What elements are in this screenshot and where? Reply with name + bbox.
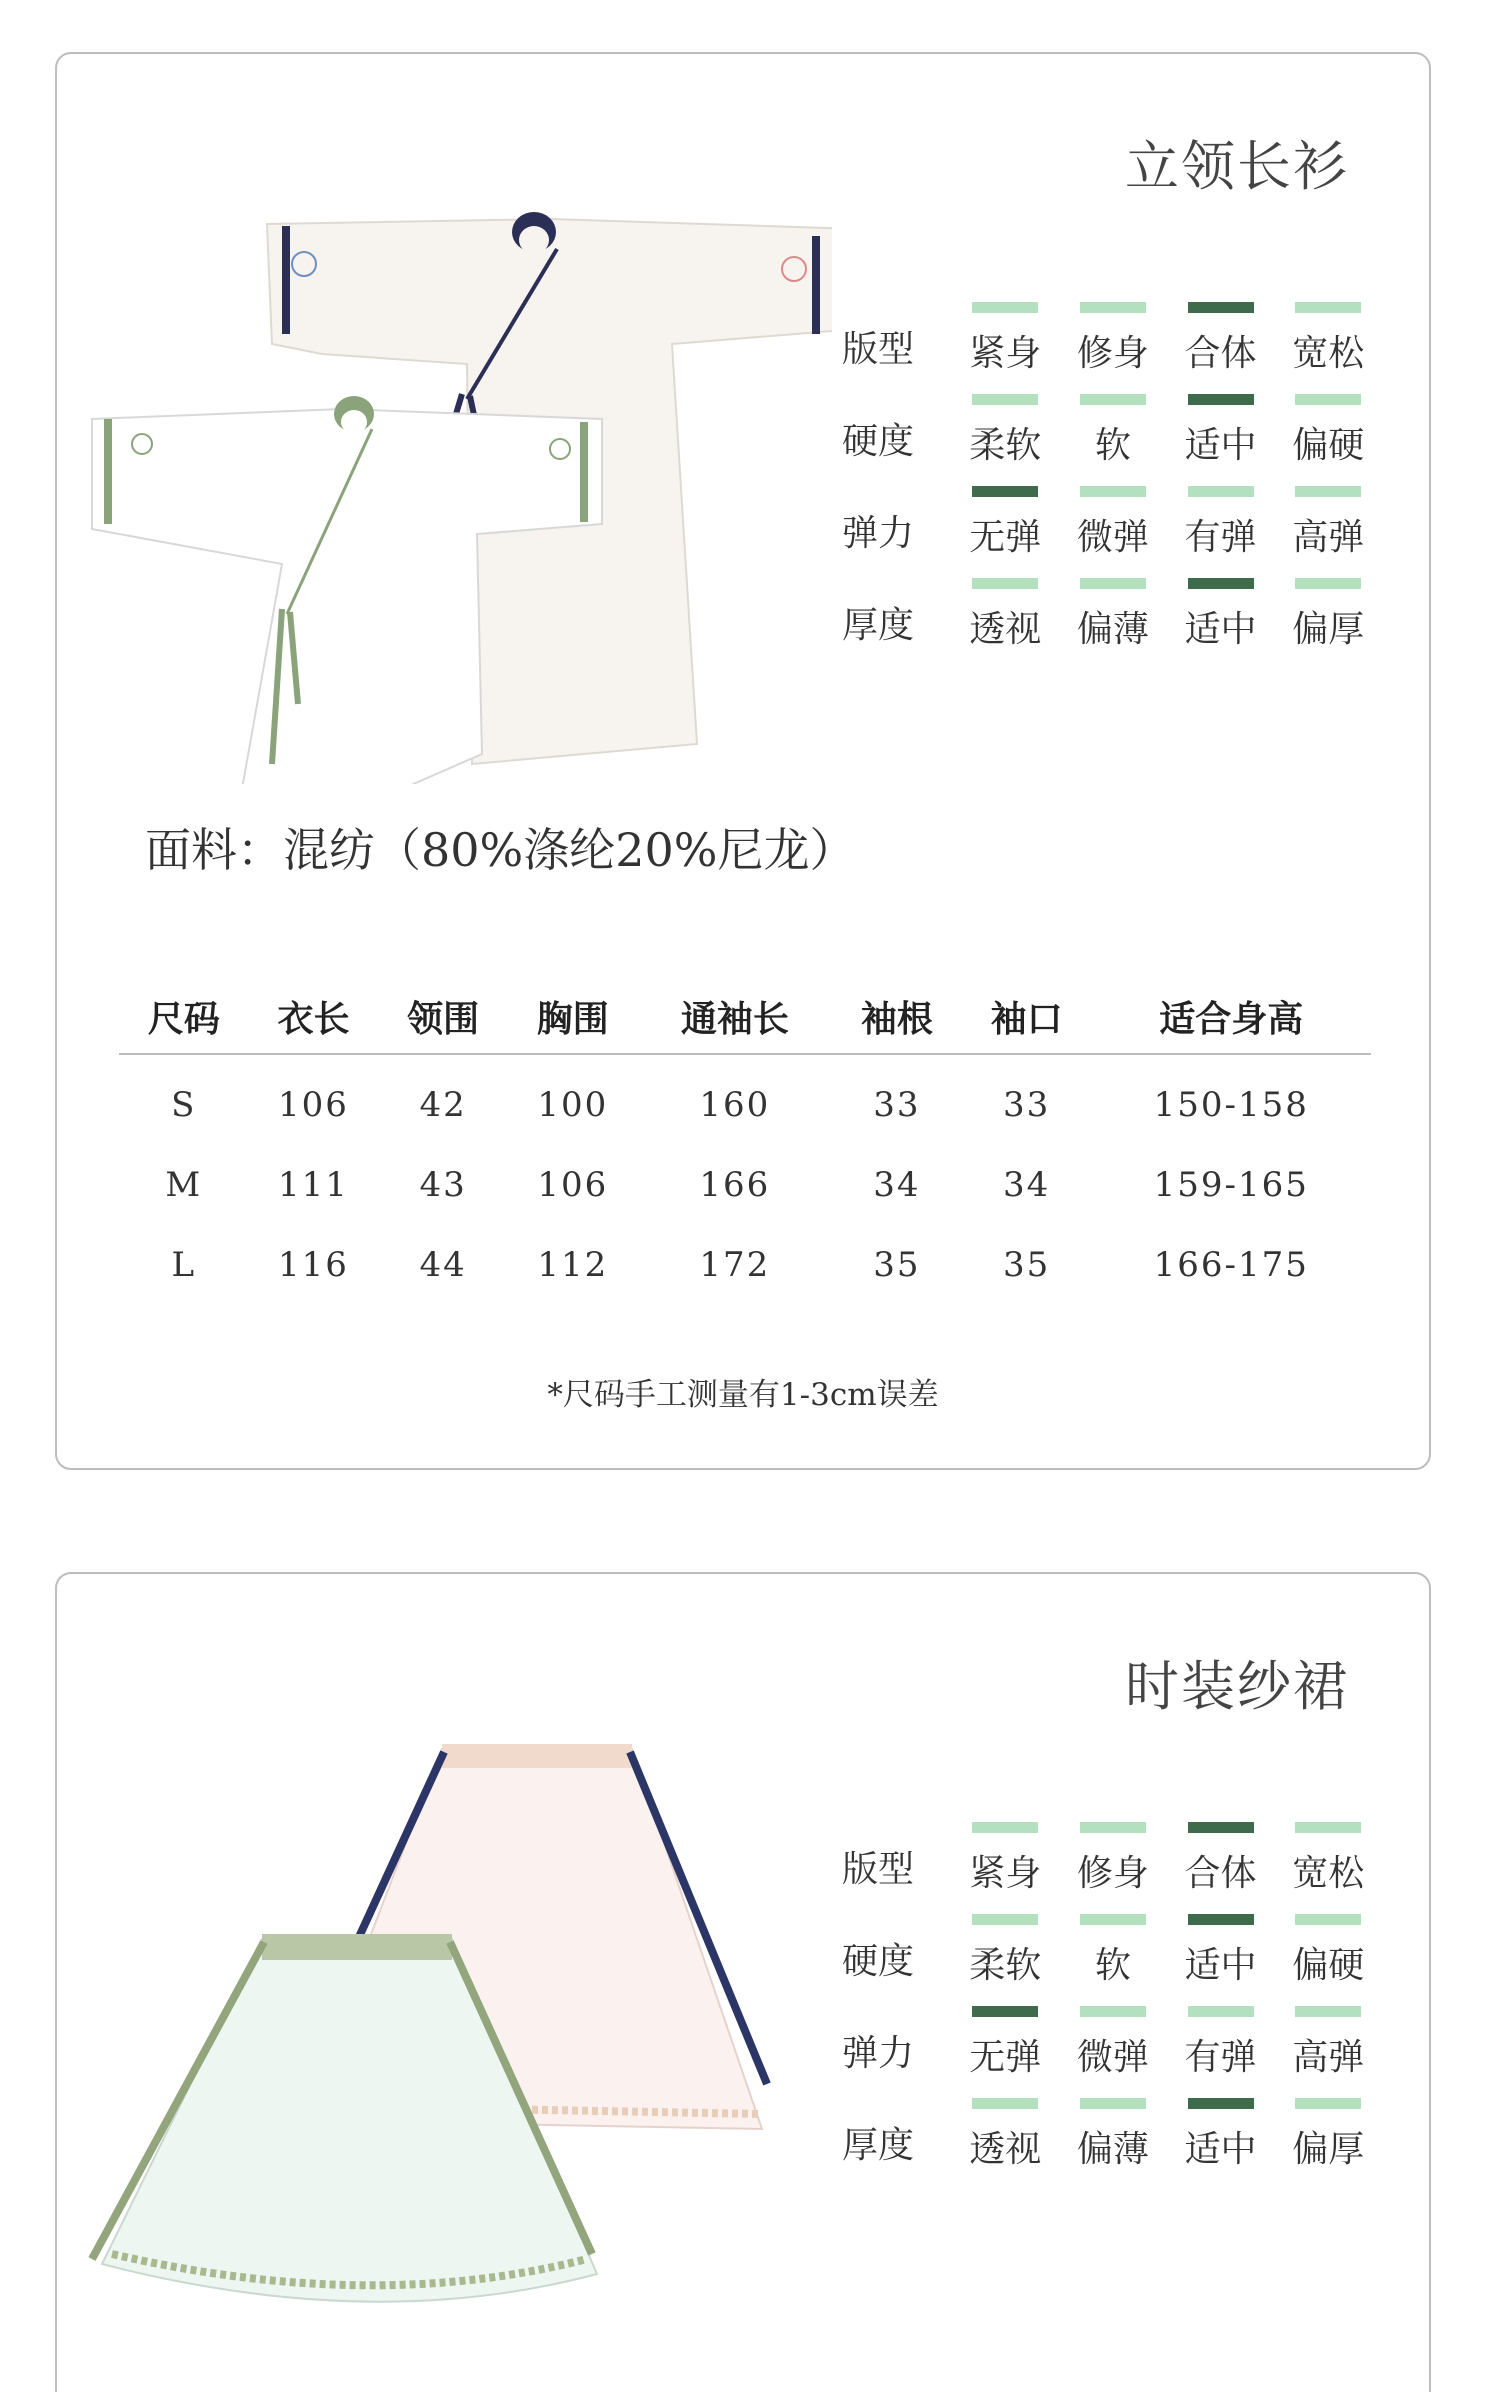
table-cell: 172 — [699, 1245, 771, 1285]
attribute-option — [1274, 2098, 1382, 2172]
attribute-option-label: 适中 — [1184, 609, 1257, 650]
attribute-bar — [1080, 578, 1146, 589]
attribute-option — [1274, 302, 1382, 376]
attribute-option — [1059, 1914, 1167, 1988]
size-table-header: 袖根 — [832, 979, 962, 1054]
size-table-header-row — [119, 979, 1371, 1054]
attribute-option — [951, 1822, 1059, 1896]
measurement-note: *尺码手工测量有1-3cm误差 — [547, 1377, 939, 1413]
attribute-row — [782, 284, 1382, 376]
attribute-option — [1274, 486, 1382, 560]
table-cell: 106 — [278, 1085, 349, 1125]
attribute-option — [1167, 1914, 1275, 1988]
table-cell: 160 — [699, 1085, 771, 1125]
attribute-option-label: 高弹 — [1292, 517, 1365, 558]
attribute-bar-selected — [1188, 1914, 1254, 1925]
fabric-composition: 面料：混纺（80%涤纶20%尼龙） — [145, 823, 856, 877]
attribute-option — [1059, 2098, 1167, 2172]
attribute-name: 硬度 — [842, 421, 915, 462]
attribute-option — [1059, 394, 1167, 468]
attribute-option-label: 修身 — [1076, 333, 1149, 374]
attribute-option — [1167, 394, 1275, 468]
size-table-header: 袖口 — [962, 979, 1092, 1054]
table-row — [119, 1225, 1371, 1305]
size-table-header: 领围 — [378, 979, 508, 1054]
attribute-option — [1167, 1822, 1275, 1896]
attribute-bar — [1080, 1914, 1146, 1925]
attribute-option-label: 透视 — [969, 2129, 1042, 2170]
skirt-product-image — [72, 1654, 792, 2354]
attribute-option-label: 偏薄 — [1076, 2129, 1149, 2170]
attribute-option — [1274, 394, 1382, 468]
attribute-option — [1167, 2006, 1275, 2080]
attribute-bar-selected — [972, 2006, 1038, 2017]
attribute-option — [1059, 2006, 1167, 2080]
attribute-bar — [1295, 302, 1361, 313]
attribute-option-label: 宽松 — [1292, 1853, 1365, 1894]
attribute-bar — [972, 578, 1038, 589]
attribute-option — [1167, 486, 1275, 560]
table-cell: L — [171, 1245, 197, 1285]
attribute-grid — [782, 284, 1382, 652]
attribute-bar — [1080, 302, 1146, 313]
attribute-row — [782, 468, 1382, 560]
attribute-bar — [1295, 2006, 1361, 2017]
attribute-option — [951, 2006, 1059, 2080]
table-cell: 150-158 — [1153, 1085, 1309, 1125]
attribute-name: 厚度 — [842, 605, 915, 646]
table-cell: 35 — [873, 1245, 921, 1285]
attribute-option-label: 柔软 — [969, 425, 1042, 466]
attribute-option-label: 偏厚 — [1292, 2129, 1365, 2170]
table-cell: 33 — [873, 1085, 921, 1125]
attribute-bar — [972, 2098, 1038, 2109]
table-cell: 100 — [537, 1085, 609, 1125]
attribute-option — [1274, 2006, 1382, 2080]
attribute-option — [1167, 2098, 1275, 2172]
attribute-bar — [972, 302, 1038, 313]
attribute-option — [951, 2098, 1059, 2172]
attribute-option — [1059, 486, 1167, 560]
attribute-option-label: 合体 — [1184, 333, 1257, 374]
attribute-bar-selected — [1188, 2098, 1254, 2109]
attribute-option — [951, 578, 1059, 652]
attribute-bar — [1080, 394, 1146, 405]
table-cell: 106 — [537, 1165, 609, 1205]
table-cell: 112 — [537, 1245, 609, 1285]
table-cell: 44 — [419, 1245, 467, 1285]
attribute-option-label: 有弹 — [1184, 517, 1257, 558]
attribute-bar-selected — [1188, 578, 1254, 589]
table-cell: 35 — [1002, 1245, 1051, 1285]
attribute-bar — [1080, 2098, 1146, 2109]
attribute-option-label: 适中 — [1184, 1945, 1257, 1986]
attribute-option-label: 无弹 — [969, 517, 1042, 558]
attribute-option-label: 偏硬 — [1292, 425, 1365, 466]
attribute-name: 版型 — [842, 329, 915, 370]
attribute-bar — [1295, 578, 1361, 589]
attribute-option-label: 微弹 — [1076, 2037, 1149, 2078]
attribute-row — [782, 2080, 1382, 2172]
attribute-bar — [1295, 394, 1361, 405]
attribute-option-label: 高弹 — [1292, 2037, 1365, 2078]
attribute-name: 弹力 — [842, 2033, 915, 2074]
attribute-name: 版型 — [842, 1849, 915, 1890]
attribute-bar — [1295, 1914, 1361, 1925]
attribute-option — [1274, 578, 1382, 652]
table-cell: 166 — [699, 1165, 771, 1205]
attribute-bar — [1188, 486, 1254, 497]
attribute-bar-selected — [1188, 1822, 1254, 1833]
attribute-option — [1274, 1914, 1382, 1988]
attribute-grid — [782, 1804, 1382, 2172]
size-table-header: 适合身高 — [1091, 979, 1371, 1054]
attribute-option-label: 软 — [1094, 425, 1131, 466]
attribute-bar — [1295, 1822, 1361, 1833]
attribute-name: 厚度 — [842, 2125, 915, 2166]
attribute-option-label: 软 — [1094, 1945, 1131, 1986]
attribute-option-label: 合体 — [1184, 1853, 1257, 1894]
attribute-option-label: 偏硬 — [1292, 1945, 1365, 1986]
attribute-option-label: 偏薄 — [1076, 609, 1149, 650]
table-cell: 34 — [873, 1165, 921, 1205]
attribute-option — [1059, 578, 1167, 652]
attribute-option-label: 紧身 — [969, 1853, 1042, 1894]
attribute-option-label: 柔软 — [969, 1945, 1042, 1986]
attribute-bar — [972, 1822, 1038, 1833]
product-title: 时装纱裙 — [1125, 1655, 1349, 1718]
attribute-option-label: 微弹 — [1076, 517, 1149, 558]
attribute-bar — [1080, 2006, 1146, 2017]
attribute-option — [1274, 1822, 1382, 1896]
attribute-row — [782, 1804, 1382, 1896]
attribute-name: 硬度 — [842, 1941, 915, 1982]
table-cell: 111 — [278, 1165, 349, 1205]
attribute-option — [951, 486, 1059, 560]
attribute-row — [782, 560, 1382, 652]
attribute-option-label: 适中 — [1184, 2129, 1257, 2170]
attribute-option — [1059, 302, 1167, 376]
attribute-bar — [1188, 2006, 1254, 2017]
attribute-option — [951, 1914, 1059, 1988]
size-table-header: 衣长 — [249, 979, 379, 1054]
attribute-option-label: 修身 — [1076, 1853, 1149, 1894]
table-cell: 33 — [1002, 1085, 1051, 1125]
shirt-product-image — [72, 144, 832, 784]
attribute-bar — [972, 1914, 1038, 1925]
attribute-option — [951, 302, 1059, 376]
product-title: 立领长衫 — [1125, 135, 1349, 198]
size-table — [119, 979, 1371, 1305]
table-row — [119, 1145, 1371, 1225]
attribute-option — [951, 394, 1059, 468]
attribute-bar — [1295, 486, 1361, 497]
table-cell: 116 — [278, 1245, 349, 1285]
size-table-body — [119, 1054, 1371, 1305]
table-cell: 43 — [419, 1165, 467, 1205]
table-cell: 159-165 — [1153, 1165, 1309, 1205]
attribute-bar — [1080, 486, 1146, 497]
size-table-header: 通袖长 — [638, 979, 832, 1054]
attribute-bar — [1295, 2098, 1361, 2109]
attribute-bar — [972, 394, 1038, 405]
attribute-bar — [1080, 1822, 1146, 1833]
attribute-option — [1167, 302, 1275, 376]
attribute-bar-selected — [972, 486, 1038, 497]
table-cell: 42 — [419, 1085, 467, 1125]
product-card-skirt — [55, 1572, 1431, 2392]
attribute-bar-selected — [1188, 394, 1254, 405]
attribute-option-label: 适中 — [1184, 425, 1257, 466]
attribute-row — [782, 376, 1382, 468]
table-cell: M — [165, 1165, 203, 1205]
size-table-header: 胸围 — [508, 979, 638, 1054]
table-cell: 34 — [1002, 1165, 1051, 1205]
attribute-option — [1167, 578, 1275, 652]
table-cell: 166-175 — [1153, 1245, 1309, 1285]
size-table-header: 尺码 — [119, 979, 249, 1054]
attribute-name: 弹力 — [842, 513, 915, 554]
product-card-shirt — [55, 52, 1431, 1470]
attribute-option-label: 紧身 — [969, 333, 1042, 374]
attribute-option-label: 有弹 — [1184, 2037, 1257, 2078]
table-cell: S — [171, 1085, 197, 1125]
attribute-option-label: 无弹 — [969, 2037, 1042, 2078]
attribute-option-label: 宽松 — [1292, 333, 1365, 374]
attribute-row — [782, 1988, 1382, 2080]
attribute-option-label: 偏厚 — [1292, 609, 1365, 650]
table-row — [119, 1054, 1371, 1145]
attribute-bar-selected — [1188, 302, 1254, 313]
attribute-option-label: 透视 — [969, 609, 1042, 650]
attribute-row — [782, 1896, 1382, 1988]
attribute-option — [1059, 1822, 1167, 1896]
